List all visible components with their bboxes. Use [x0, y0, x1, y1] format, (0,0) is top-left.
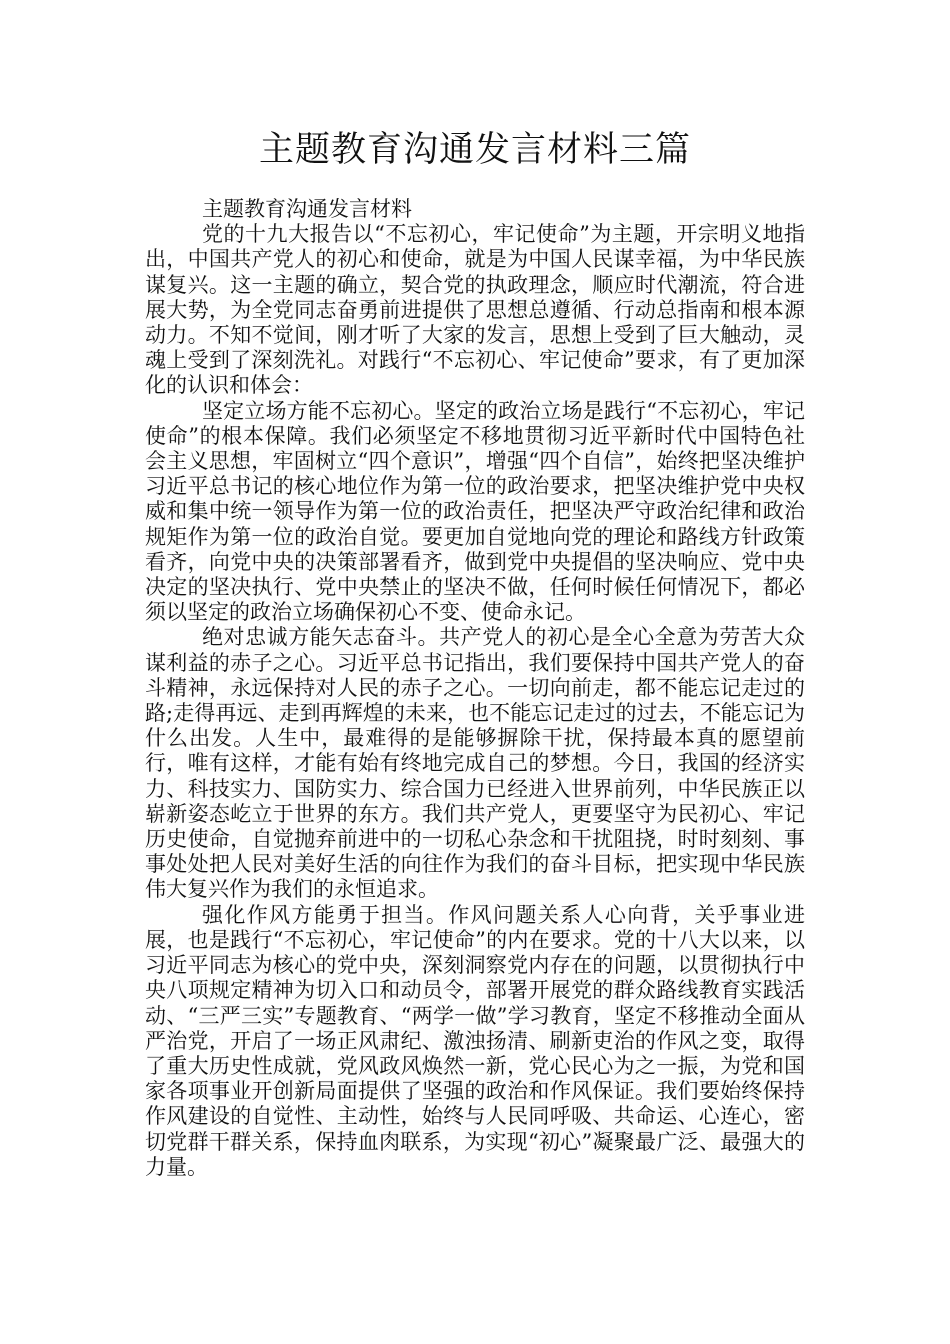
paragraph-strengthen-style: 强化作风方能勇于担当。作风问题关系人心向背，关乎事业进展，也是践行“不忘初心，牢记使命”的内在要求。党的十八大以来，以习近平同志为核心的党中央，深刻洞察党内存在的问题，以贯彻执行中央八项规定精神为切入口和动员令，部署开展党的群众路线教育实践活动、“三严三实”专题教育、“两学一做”学习教育，坚定不移推动全面从严治党，开启了一场正风肃纪、激浊扬清、刷新吏治的作风之变，取得了重大历史性成就，党风政风焕然一新，党心民心为之一振，为党和国家各项事业开创新局面提供了坚强的政治和作风保证。我们要始终保持作风建设的自觉性、主动性，始终与人民同呼吸、共命运、心连心，密切党群干群关系，保持血肉联系，为实现“初心”凝聚最广泛、最强大的力量。: [145, 902, 805, 1179]
paragraph-intro: 党的十九大报告以“不忘初心，牢记使命”为主题，开宗明义地指出，中国共产党人的初心和使命，就是为中国人民谋幸福，为中华民族谋复兴。这一主题的确立，契合党的执政理念，顺应时代潮流，符合进展大势，为全党同志奋勇前进提供了思想总遵循、行动总指南和根本源动力。不知不觉间，刚才听了大家的发言，思想上受到了巨大触动，灵魂上受到了深刻洗礼。对践行“不忘初心、牢记使命”要求，有了更加深化的认识和体会：: [145, 222, 805, 398]
document-subtitle: 主题教育沟通发言材料: [202, 197, 412, 221]
paragraph-absolute-loyalty: 绝对忠诚方能矢志奋斗。共产党人的初心是全心全意为劳苦大众谋利益的赤子之心。习近平总书记指出，我们要保持中国共产党人的奋斗精神，永远保持对人民的赤子之心。一切向前走，都不能忘记走过的路;走得再远、走到再辉煌的未来，也不能忘记走过的过去，不能忘记为什么出发。人生中，最难得的是能够摒除干扰，保持最本真的愿望前行，唯有这样，才能有始有终地完成自己的梦想。今日，我国的经济实力、科技实力、国防实力、综合国力已经进入世界前列，中华民族正以崭新姿态屹立于世界的东方。我们共产党人，更要坚守为民初心、牢记历史使命，自觉抛弃前进中的一切私心杂念和干扰阻挠，时时刻刻、事事处处把人民对美好生活的向往作为我们的奋斗目标，把实现中华民族伟大复兴作为我们的永恒追求。: [145, 625, 805, 902]
document-title: 主题教育沟通发言材料三篇: [258, 130, 691, 170]
document-body: [145, 197, 805, 1180]
paragraph-firm-stance: 坚定立场方能不忘初心。坚定的政治立场是践行“不忘初心，牢记使命”的根本保障。我们必须坚定不移地贯彻习近平新时代中国特色社会主义思想，牢固树立“四个意识”，增强“四个自信”，始终把坚决维护习近平总书记的核心地位作为第一位的政治要求，把坚决维护党中央权威和集中统一领导作为第一位的政治责任，把坚决严守政治纪律和政治规矩作为第一位的政治自觉。要更加自觉地向党的理论和路线方针政策看齐，向党中央的决策部署看齐，做到党中央提倡的坚决响应、党中央决定的坚决执行、党中央禁止的坚决不做，任何时候任何情况下，都必须以坚定的政治立场确保初心不变、使命永记。: [145, 398, 805, 625]
